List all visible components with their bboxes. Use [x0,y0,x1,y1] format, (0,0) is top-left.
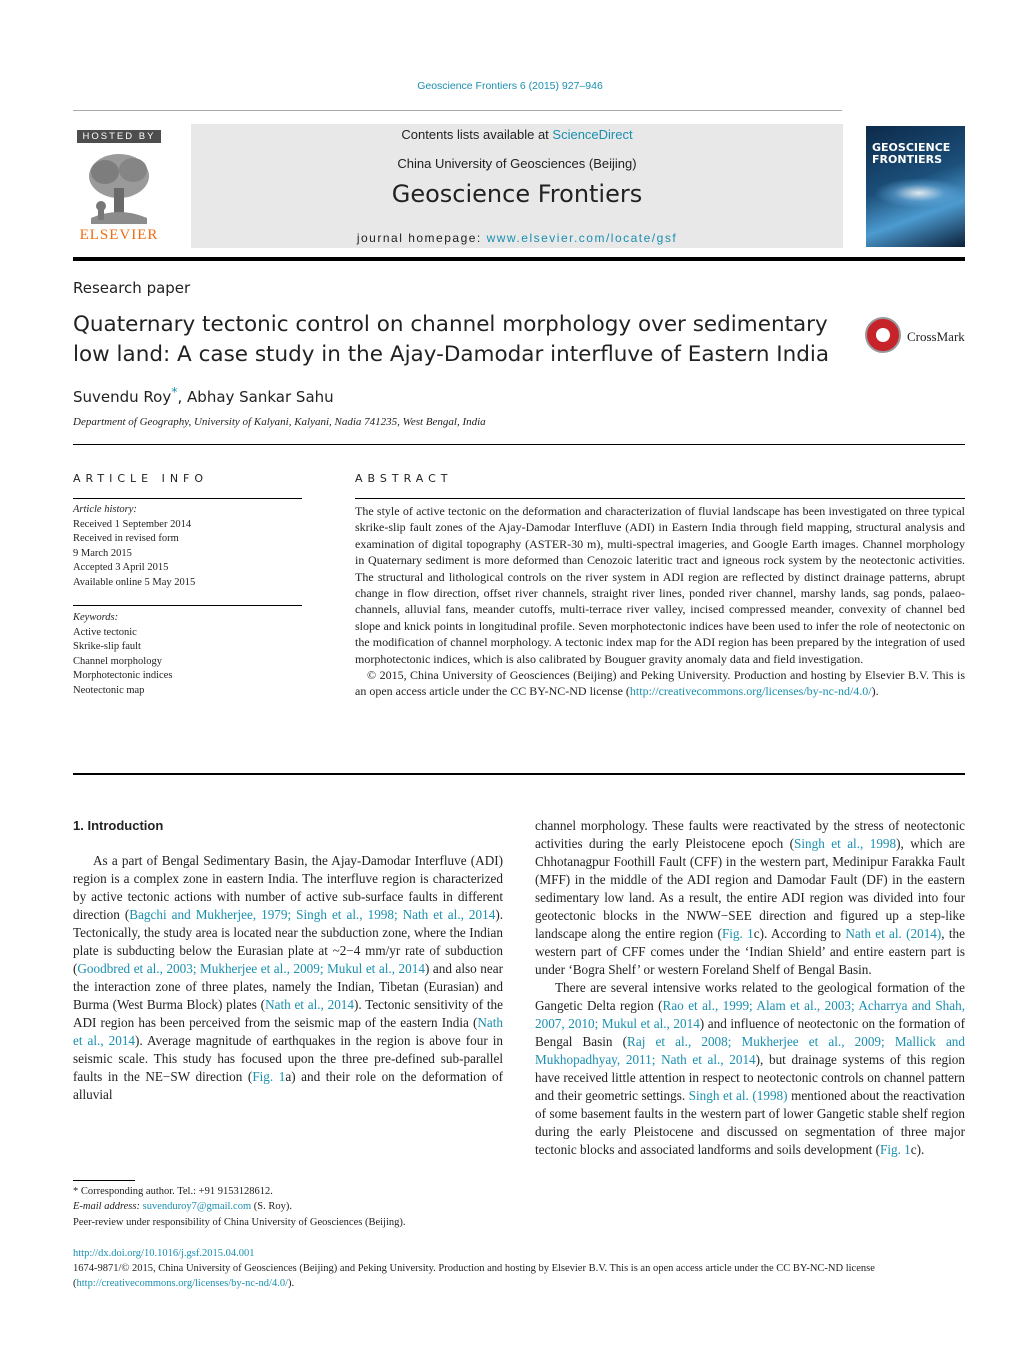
journal-homepage-line [191,231,843,245]
body-text: channel morphology. These faults were reactivated by the stress of neotectonic activities during the early Pleistocene epoch ( [535,818,965,851]
footnotes [73,1184,503,1230]
history-item: Received 1 September 2014 [73,518,192,530]
peer-review-note: Peer-review under responsibility of China University of Geosciences (Beijing). [73,1216,406,1228]
cover-earth-glow [874,178,964,208]
doi-link[interactable]: http://dx.doi.org/10.1016/j.gsf.2015.04.001 [73,1248,255,1259]
email-label: E-mail address: [73,1201,143,1213]
section-heading: 1. Introduction [73,818,164,833]
article-title: Quaternary tectonic control on channel morphology over sedimentary low land: A case study in the Ajay-Damodar interfluve of Eastern India [73,312,830,367]
citation-link[interactable]: Bagchi and Mukherjee, 1979; Singh et al., 1998; Nath et al., 2014 [129,907,496,922]
email-link[interactable]: suvenduroy7@gmail.com [142,1201,252,1213]
homepage-prefix: journal homepage: [356,231,487,245]
footer-license-text: 1674-9871/© 2015, China University of Geosciences (Beijing) and Peking University. Production and hosting by Elsevier B.V. This is an open access article under the CC BY-NC-ND license ( [73,1263,875,1289]
crossmark-label: CrossMark [907,329,965,344]
homepage-link[interactable]: www.elsevier.com/locate/gsf [486,231,678,245]
citation-link[interactable]: Fig. 1 [252,1069,286,1084]
abstract-text: The style of active tectonic on the deformation and characterization of fluvial landscape has been investigated on three typical skrike-slip fault zones of the Ajay-Damodar Interfluve (ADI) in Eastern India through field mapping, structural analysis and examination of digital topography (ASTER-30 m), multi-spectral imageries, and Google Earth images. Channel morphology in Quaternary sediment is more deformed than Cenozoic lateritic tract and igneous rock system by the neotectonic activities. The structural and lithological controls on the river system in ADI region are reflected by distinct drainage patterns, abrupt change in flow direction, offset river channels, straight river lines, ponded river channel, marshy lands, sag ponds, palaeo-channels, alluvial fans, meander cutoffs, multi-terrace river valley, incised compressed meander, convexity of channel bed slope and knick points in longitudinal profile. Seven morphotectonic indices have been used to infer the role of neotectonic on the modification of channel morphology. A tectonic index map for the ADI region has been prepared by the integration of used morphotectonic indices, which is also calibrated by Bouguer gravity anomaly data and field investigation. [355,504,965,666]
page-footer [73,1246,965,1291]
crossmark-badge[interactable] [865,317,975,357]
body-text: c). [910,1142,925,1157]
body-text: ), but drainage systems of this region have received little attention in respect to neotectonic controls on channel pattern and their geometric settings. [535,1052,965,1103]
sciencedirect-link[interactable]: ScienceDirect [552,127,633,142]
citation-link[interactable]: Singh et al. (1998) [688,1088,788,1103]
contents-line [191,127,843,142]
history-label: Article history: [73,504,137,515]
body-text: ). Tectonic sensitivity of the ADI region has been perceived from the seismic map of the eastern India ( [73,997,503,1030]
keyword: Morphotectonic indices [73,670,173,682]
corresponding-author-marker[interactable]: * [171,384,178,399]
hosted-by-label: HOSTED BY [77,130,161,143]
elsevier-wordmark: ELSEVIER [79,227,159,243]
keywords-rule [73,605,302,606]
corresponding-author-note: * Corresponding author. Tel.: +91 9153128612. [73,1186,273,1197]
body-text: a) and their role on the deformation of alluvial [73,1069,503,1102]
article-info-heading: ARTICLE INFO [73,472,209,485]
abstract-rule [355,498,965,499]
keyword: Active tectonic [73,626,137,638]
publisher-logo[interactable] [73,124,165,248]
abstract-bottom-rule [73,773,965,775]
abstract-copyright [355,667,965,700]
author-list [73,384,334,406]
journal-title: Geoscience Frontiers [391,180,643,208]
body-text: ) and influence of neotectonic on the formation of Bengal Basin ( [535,1016,965,1049]
citation-link[interactable]: Nath et al., 2014 [73,1015,503,1048]
header-rule [73,110,842,111]
abstract-body [355,503,965,700]
citation-link[interactable]: Fig. 1 [721,926,754,941]
footer-license-link[interactable]: http://creativecommons.org/licenses/by-nc-nd/4.0/ [76,1278,289,1289]
footer-license-end: ). [288,1278,295,1289]
citation-link[interactable]: Nath et al. (2014) [845,926,942,941]
body-text: As a part of Bengal Sedimentary Basin, the Ajay-Damodar Interfluve (ADI) region is a complex zone in eastern India. The interfluve region is characterized by active tectonic actions with number of active sub-surface faults in different direction ( [73,853,503,922]
title-block-rule [73,444,965,445]
history-item: Accepted 3 April 2015 [73,562,169,574]
elsevier-tree-icon [81,148,157,224]
history-item: Available online 5 May 2015 [73,576,196,588]
body-text: ) and also near the interaction zone of three plates, namely the Indian, Tibetan (Eurasian) and Burma (West Burma Block) plates ( [73,961,503,1012]
body-text: ), which are Chhotanagpur Foothill Fault (CFF) in the western part, Medinipur Farakka Fault (MFF) in the middle of the ADI region and Damodar Fault (DF) in the eastern sedimentary low land. As a result, the entire ADI region was divided into four geotectonic blocks in the NWW−SEE direction and figured up a step-like landscape along the entire region ( [535,836,965,941]
author-name-2: , Abhay Sankar Sahu [177,388,334,406]
footer-license [73,1261,965,1291]
history-item: Received in revised form [73,533,179,545]
citation-link[interactable]: Singh et al., 1998 [794,836,897,851]
intro-paragraph [73,852,503,1104]
copyright-end: ). [871,684,879,699]
citation-link[interactable]: Fig. 1 [879,1142,911,1157]
body-text: ). Average magnitude of earthquakes in the region is above four in seismic scale. This study has focused upon the three pre-defined sub-parallel faults in the NE−SW direction ( [73,1033,503,1084]
journal-reference[interactable]: Geoscience Frontiers 6 (2015) 927–946 [417,80,603,92]
keyword: Skrike-slip fault [73,641,141,653]
cover-title: GEOSCIENCE FRONTIERS [872,141,951,166]
crossmark-icon [865,317,901,353]
citation-link[interactable]: Raj et al., 2008; Mukherjee et al., 2009; Mallick and Mukhopadhyay, 2011; Nath et al., 2014 [535,1034,965,1067]
body-right-column [535,817,965,1159]
body-text: ). Tectonically, the study area is located near the subduction zone, where the Indian plate is subducting below the Eurasian plate at ~2−4 mm/yr rate of subduction ( [73,907,504,976]
email-suffix: (S. Roy). [251,1201,292,1213]
article-type: Research paper [73,279,191,297]
citation-link[interactable]: Goodbred et al., 2003; Mukherjee et al., 2009; Mukul et al., 2014 [77,961,425,976]
article-history [73,503,302,591]
citation-link[interactable]: Rao et al., 1999; Alam et al., 2003; Acharrya and Shah, 2007, 2010; Mukul et al., 2014 [535,998,965,1031]
email-note [73,1199,503,1214]
abstract-heading: ABSTRACT [355,472,453,485]
license-link[interactable]: http://creativecommons.org/licenses/by-nc-nd/4.0/ [629,684,872,699]
author-name: Suvendu Roy [73,388,172,406]
body-text: mentioned about the reactivation of some basement faults in the western part of lower Gangetic stable shelf region during the early Pleistocene and discussed on segmentation of three major tectonic blocks and associated landforms and soils development ( [535,1088,965,1157]
header-thick-rule [73,257,965,261]
keyword: Neotectonic map [73,684,145,696]
contents-prefix: Contents lists available at [401,127,553,142]
article-info-rule [73,498,302,499]
body-text: , the western part of CFF comes under the ‘Indian Shield’ and entire eastern part is under ‘Bogra Shelf’ or western Foreland Shelf of Bengal Basin. [535,926,965,977]
body-paragraph [535,817,965,979]
journal-cover-image[interactable] [866,126,965,247]
history-item: 9 March 2015 [73,547,132,559]
footnote-rule [73,1180,135,1181]
keyword: Channel morphology [73,655,162,667]
affiliation: Department of Geography, University of Kalyani, Kalyani, Nadia 741235, West Bengal, India [73,416,486,428]
keywords [73,611,302,699]
body-text: c). According to [753,926,846,941]
citation-link[interactable]: Nath et al., 2014 [265,997,354,1012]
institution-name: China University of Geosciences (Beijing) [397,156,637,171]
keywords-label: Keywords: [73,612,119,623]
body-left-column [73,817,503,1104]
body-text: There are several intensive works related to the geological formation of the Gangetic Delta region ( [535,980,965,1013]
body-paragraph [535,979,965,1159]
copyright-text: © 2015, China University of Geosciences (Beijing) and Peking University. Production and hosting by Elsevier B.V. This is an open access article under the CC BY-NC-ND license ( [355,668,965,699]
